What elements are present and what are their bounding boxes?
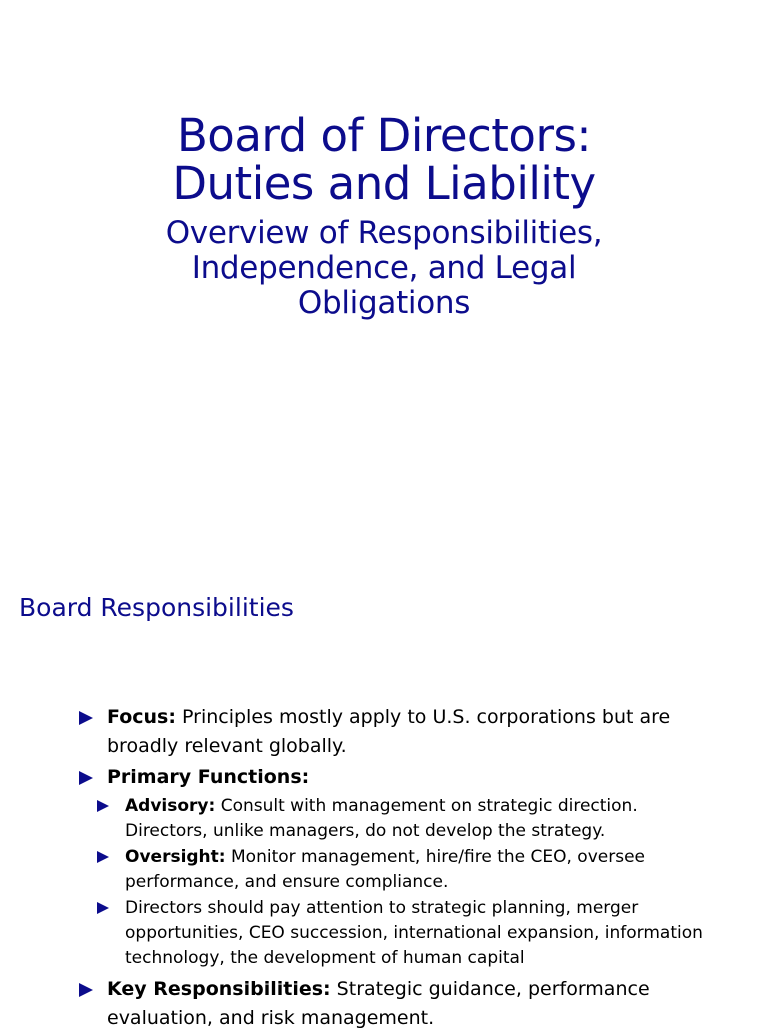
sub-item-text: Monitor management, hire/fire the CEO, oversee performance, and ensure compliance. (125, 847, 645, 892)
list-item-key-responsibilities (79, 975, 719, 1033)
list-item-primary-functions (79, 763, 719, 792)
triangle-bullet-icon (79, 711, 93, 725)
triangle-bullet-icon (97, 902, 109, 914)
sub-list (97, 794, 719, 971)
sub-item-text: Consult with management on strategic direction. Directors, unlike managers, do not develop the strategy. (125, 796, 638, 841)
item-text: Strategic guidance, performance evaluation, and risk management. (107, 978, 650, 1029)
sub-item-label: Oversight: (125, 847, 226, 867)
item-label: Key Responsibilities: (107, 978, 331, 1000)
slide-subtitle-line-1: Overview of Responsibilities, (165, 215, 603, 251)
triangle-bullet-icon (79, 983, 93, 997)
slide-subtitle-line-3: Obligations (297, 285, 471, 321)
sub-item-text: Directors should pay attention to strategic planning, merger opportunities, CEO succession, international expansion, information technology, the development of human capital (125, 898, 703, 968)
slide-title-line-1: Board of Directors: (176, 109, 592, 162)
list-item-focus (79, 703, 719, 761)
frame-title: Board Responsibilities (19, 593, 294, 622)
sub-item-label: Advisory: (125, 796, 216, 816)
title-block (0, 109, 768, 321)
triangle-bullet-icon (79, 771, 93, 785)
sub-item-oversight (97, 845, 719, 895)
sub-item-advisory (97, 794, 719, 844)
slide-title-line-2: Duties and Liability (172, 157, 596, 210)
item-label: Focus: (107, 706, 176, 728)
item-label: Primary Functions: (107, 766, 310, 788)
triangle-bullet-icon (97, 851, 109, 863)
bullet-list (79, 703, 719, 1035)
sub-item-directors-attention (97, 896, 719, 971)
slide-subtitle-line-2: Independence, and Legal (191, 250, 577, 286)
slide-subtitle (0, 216, 768, 321)
item-text: Principles mostly apply to U.S. corporations but are broadly relevant globally. (107, 706, 671, 757)
slide-title (0, 109, 768, 210)
triangle-bullet-icon (97, 800, 109, 812)
